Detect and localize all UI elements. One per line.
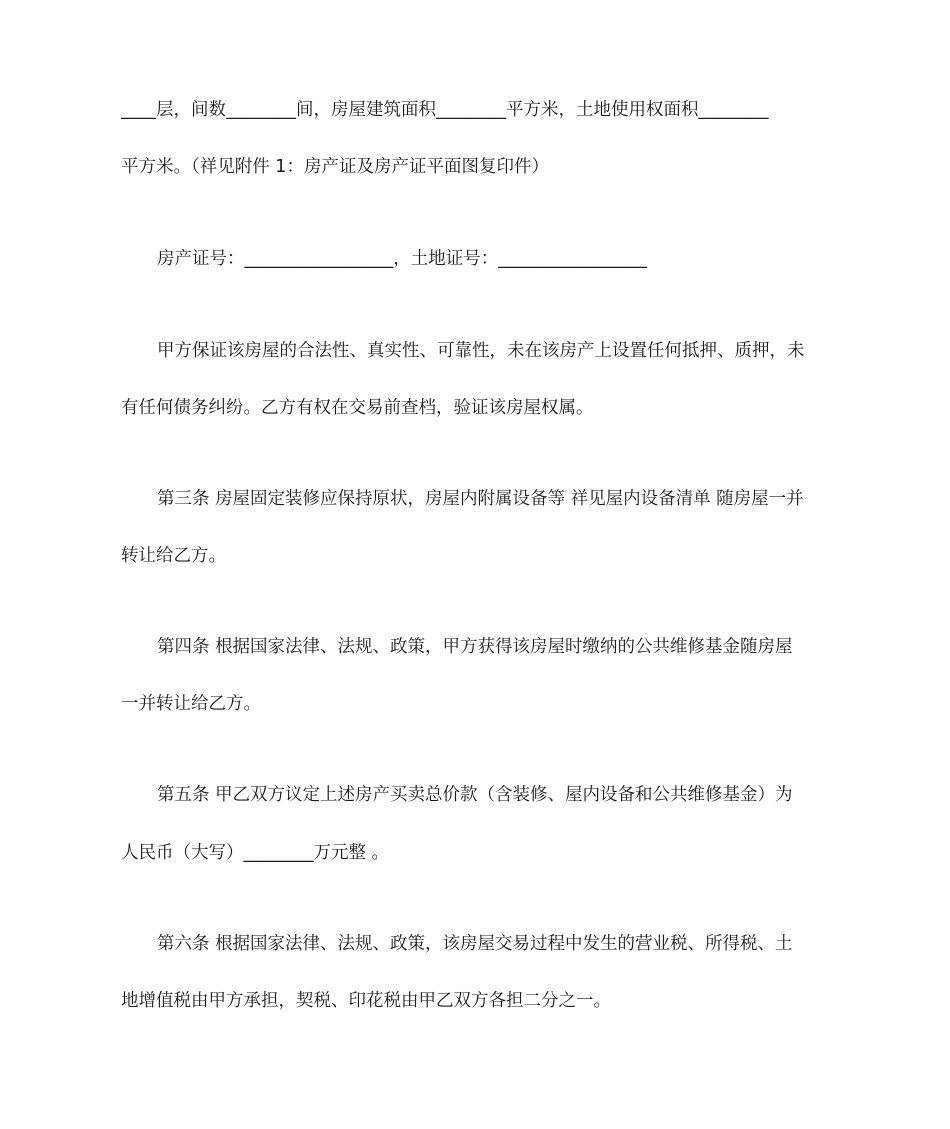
article-6-line-1: 第六条 根据国家法律、法规、政策，该房屋交易过程中发生的营业税、所得税、土 xyxy=(157,934,793,954)
text-line-guarantee-1: 甲方保证该房屋的合法性、真实性、可靠性，未在该房产上设置任何抵押、质押，未 xyxy=(157,341,805,361)
article-3-line-1: 第三条 房屋固定装修应保持原状，房屋内附属设备等 祥见屋内设备清单 随房屋一并 xyxy=(157,489,804,509)
article-5-line-2: 人民币（大写）________万元整 。 xyxy=(121,843,390,863)
article-4-line-2: 一并转让给乙方。 xyxy=(121,694,261,714)
text-line-floor-area: ____层，间数________间，房屋建筑面积________平方米，土地使用权面积________ xyxy=(121,100,769,120)
article-5-line-1: 第五条 甲乙双方议定上述房产买卖总价款（含装修、屋内设备和公共维修基金）为 xyxy=(157,785,793,805)
text-line-guarantee-2: 有任何债务纠纷。乙方有权在交易前查档，验证该房屋权属。 xyxy=(121,398,594,418)
article-6-line-2: 地增值税由甲方承担，契税、印花税由甲乙双方各担二分之一。 xyxy=(121,991,611,1011)
article-3-line-2: 转让给乙方。 xyxy=(121,546,226,566)
article-4-line-1: 第四条 根据国家法律、法规、政策，甲方获得该房屋时缴纳的公共维修基金随房屋 xyxy=(157,637,793,657)
text-line-attachment: 平方米。（祥见附件 1：房产证及房产证平面图复印件） xyxy=(121,157,549,177)
text-line-certificate-numbers: 房产证号：_________________，土地证号：_________________ xyxy=(157,249,647,269)
